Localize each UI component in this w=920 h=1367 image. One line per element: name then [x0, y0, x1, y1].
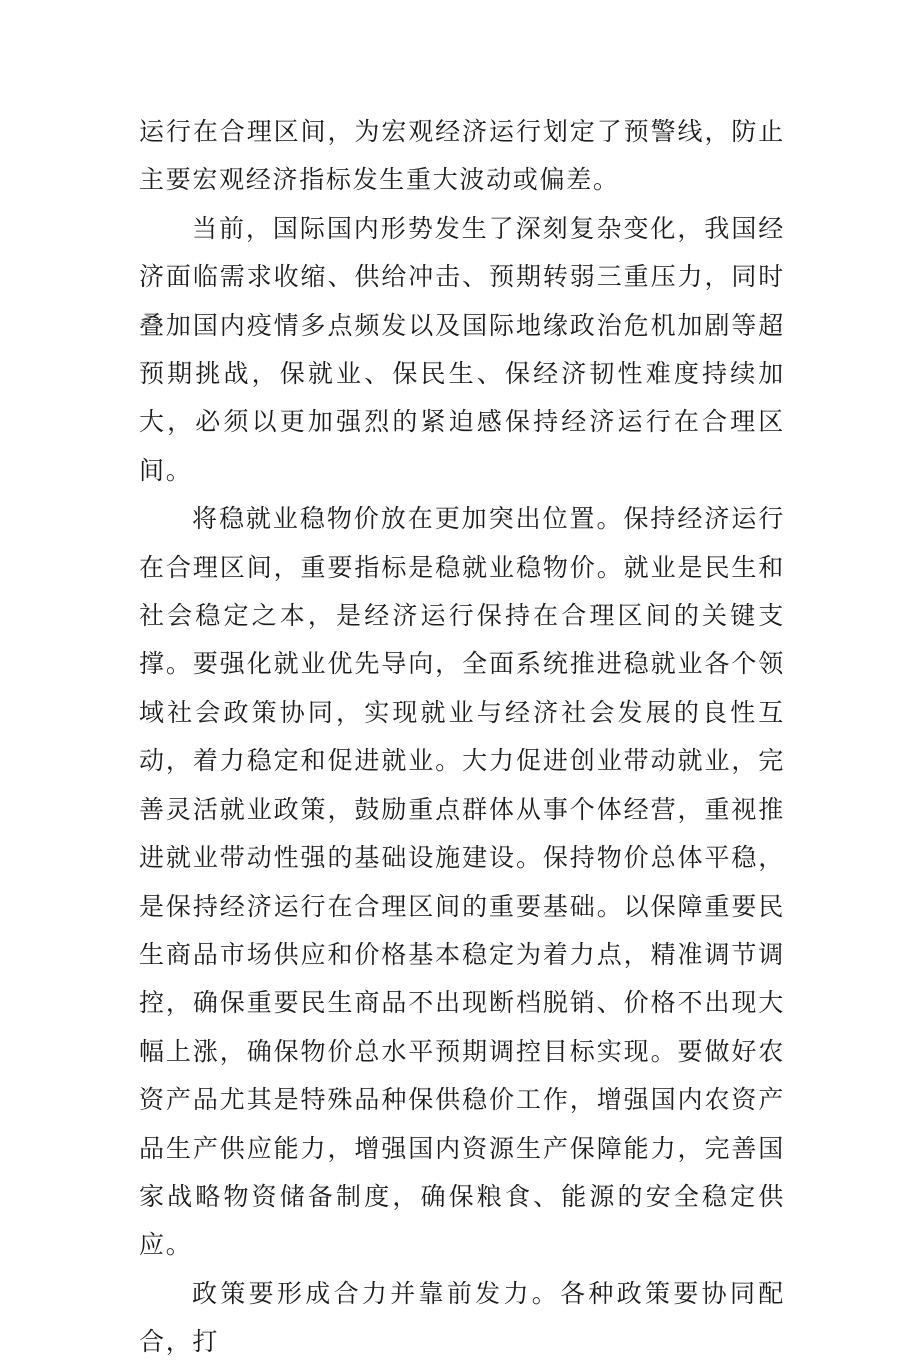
paragraph-continuation: 运行在合理区间，为宏观经济运行划定了预警线，防止主要宏观经济指标发生重大波动或偏差。 — [139, 117, 785, 195]
paragraph-current-situation: 当前，国际国内形势发生了深刻复杂变化，我国经济面临需求收缩、供给冲击、预期转弱三重压力，同时叠加国内疫情多点频发以及国际地缘政治危机加剧等超预期挑战，保就业、保民生、保经济韧性难度持续加大，必须以更加强烈的紧迫感保持经济运行在合理区间。 — [139, 213, 785, 485]
document-body — [139, 108, 785, 1367]
paragraph-policy-synergy: 政策要形成合力并靠前发力。各种政策要协同配合，打 — [139, 1278, 785, 1357]
paragraph-employment-prices: 将稳就业稳物价放在更加突出位置。保持经济运行在合理区间，重要指标是稳就业稳物价。就业是民生和社会稳定之本，是经济运行保持在合理区间的关键支撑。要强化就业优先导向，全面系统推进稳就业各个领域社会政策协同，实现就业与经济社会发展的良性互动，着力稳定和促进就业。大力促进创业带动就业，完善灵活就业政策，鼓励重点群体从事个体经营，重视推进就业带动性强的基础设施建设。保持物价总体平稳，是保持经济运行在合理区间的重要基础。以保障重要民生商品市场供应和价格基本稳定为着力点，精准调节调控，确保重要民生商品不出现断档脱销、价格不出现大幅上涨，确保物价总水平预期调控目标实现。要做好农资产品尤其是特殊品种保供稳价工作，增强国内农资产品生产供应能力，增强国内资源生产保障能力，完善国家战略物资储备制度，确保粮食、能源的安全稳定供应。 — [139, 504, 785, 1260]
